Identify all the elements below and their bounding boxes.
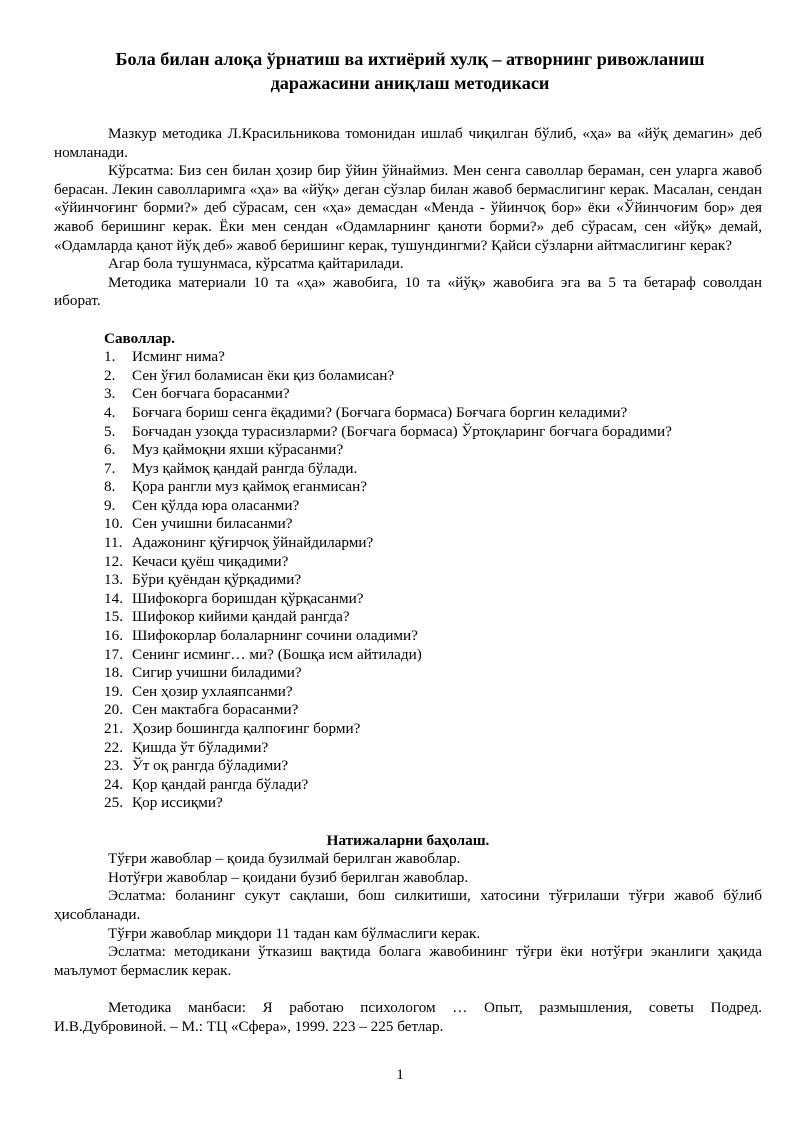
question-number: 8. xyxy=(104,478,116,496)
question-item xyxy=(104,553,762,572)
question-text: Сен мактабга борасанми? xyxy=(132,701,299,719)
question-text: Сигир учишни биладими? xyxy=(132,664,302,682)
questions-list xyxy=(104,348,762,813)
question-item xyxy=(104,776,762,795)
question-text: Ўт оқ рангда бўладими? xyxy=(132,757,289,775)
question-text: Сен ўғил боламисан ёки қиз боламисан? xyxy=(132,366,395,384)
question-text: Шифокорлар болаларнинг сочини оладими? xyxy=(132,627,418,645)
intro-paragraph-4: Методика материали 10 та «ҳа» жавобига, 10 та «йўқ» жавобига эга ва 5 та бетараф соволдан иборат. xyxy=(54,273,762,310)
question-number: 22. xyxy=(104,738,123,756)
question-item xyxy=(104,701,762,720)
results-paragraph-2: Нотўғри жавоблар – қоидани бузиб берилган жавоблар. xyxy=(108,868,469,886)
question-item xyxy=(104,441,762,460)
question-number: 7. xyxy=(104,459,116,477)
question-number: 13. xyxy=(104,571,123,589)
question-number: 11. xyxy=(104,534,123,552)
question-text: Қишда ўт бўладими? xyxy=(132,738,269,756)
question-text: Бўри қуёндан қўрқадими? xyxy=(132,571,302,589)
question-item xyxy=(104,664,762,683)
question-number: 17. xyxy=(104,645,123,663)
question-number: 5. xyxy=(104,422,116,440)
page-number: 1 xyxy=(396,1066,404,1083)
question-text: Исминг нима? xyxy=(132,348,225,366)
question-item xyxy=(104,608,762,627)
results-note-1: Эслатма: боланинг сукут сақлаши, бош силкитиши, хатосини тўғрилаши тўғри жавоб бўлиб ҳисобланади. xyxy=(54,887,762,923)
question-item xyxy=(104,794,762,813)
spacer xyxy=(104,813,762,832)
question-text: Шифокорга боришдан қўрқасанми? xyxy=(132,589,364,607)
question-number: 16. xyxy=(104,627,123,645)
question-text: Адажонинг қўғирчоқ ўйнайдиларми? xyxy=(132,534,374,552)
question-number: 2. xyxy=(104,366,116,384)
question-text: Сен ҳозир ухлаяпсанми? xyxy=(132,682,293,700)
question-number: 18. xyxy=(104,664,123,682)
question-text: Муз қаймоқ қандай рангда бўлади. xyxy=(132,459,358,477)
question-item xyxy=(104,534,762,553)
results-heading: Натижаларни баҳолаш. xyxy=(326,831,490,849)
question-item xyxy=(104,423,762,442)
question-item xyxy=(104,367,762,386)
spacer xyxy=(104,980,762,999)
question-text: Сен қўлда юра оласанми? xyxy=(132,496,300,514)
question-number: 4. xyxy=(104,403,116,421)
question-text: Боғчага бориш сенга ёқадими? (Боғчага бормаса) Боғчага боргин келадими? xyxy=(132,403,628,421)
question-number: 14. xyxy=(104,589,123,607)
question-text: Сенинг исминг… ми? (Бошқа исм айтилади) xyxy=(132,645,422,663)
intro-paragraph-1: Мазкур методика Л.Красильникова томонидан ишлаб чиқилган бўлиб, «ҳа» ва «йўқ демагин» деб номланади. xyxy=(54,125,762,161)
title-line-1: Бола билан алоқа ўрнатиш ва ихтиёрий хулқ – атворнинг ривожланиш xyxy=(115,49,705,69)
results-note-2: Эслатма: методикани ўтказиш вақтида болага жавобининг тўғри ёки нотўғри эканлиги ҳақида маълумот бермаслик керак. xyxy=(54,943,762,979)
question-item xyxy=(104,627,762,646)
questions-heading: Саволлар. xyxy=(104,329,175,347)
question-number: 25. xyxy=(104,794,123,812)
question-number: 1. xyxy=(104,348,116,366)
question-number: 24. xyxy=(104,775,123,793)
question-item xyxy=(104,515,762,534)
source-reference: Методика манбаси: Я работаю психологом … Опыт, размышления, советы Подред. И.В.Дубровиной. – М.: ТЦ «Сфера», 1999. 223 – 225 бетлар. xyxy=(54,998,762,1035)
question-number: 3. xyxy=(104,385,116,403)
question-text: Кечаси қуёш чиқадими? xyxy=(132,552,289,570)
questions-section xyxy=(104,330,762,813)
question-number: 15. xyxy=(104,608,123,626)
question-text: Шифокор кийими қандай рангда? xyxy=(132,608,350,626)
question-number: 12. xyxy=(104,552,123,570)
question-text: Сен учишни биласанми? xyxy=(132,515,293,533)
question-item xyxy=(104,404,762,423)
title-line-2: даражасини аниқлаш методикаси xyxy=(270,73,550,93)
intro-paragraph-3: Агар бола тушунмаса, кўрсатма қайтарилади. xyxy=(108,255,404,273)
question-number: 21. xyxy=(104,720,123,737)
question-number: 23. xyxy=(104,757,123,775)
question-number: 9. xyxy=(104,496,116,514)
question-item xyxy=(104,590,762,609)
question-text: Қора рангли муз қаймоқ еганмисан? xyxy=(132,478,368,496)
question-item xyxy=(104,348,762,367)
results-section xyxy=(54,831,762,981)
question-item xyxy=(104,460,762,479)
question-text: Ҳозир бошингда қалпоғинг борми? xyxy=(132,720,361,737)
question-item xyxy=(104,497,762,516)
question-item xyxy=(104,683,762,702)
results-paragraph-4: Тўғри жавоблар миқдори 11 тадан кам бўлмаслиги керак. xyxy=(108,924,481,942)
question-number: 20. xyxy=(104,701,123,719)
question-item xyxy=(104,646,762,665)
document-title xyxy=(54,47,766,95)
spacer xyxy=(104,311,762,330)
intro-section xyxy=(54,125,762,311)
question-item xyxy=(104,571,762,590)
question-text: Сен боғчага борасанми? xyxy=(132,385,290,403)
instruction-paragraph: Кўрсатма: Биз сен билан ҳозир бир ўйин ўйнаймиз. Мен сенга саволлар бераман, сен уларга жавоб берасан. Лекин саволларимга «ҳа» ва «йўқ» деган сўзлар билан жавоб бермаслигинг керак. Масалан, сендан «ўйинчоғинг борми?» деб сўрасам, сен «ҳа» демасдан «Менда - ўйинчоқ бор» ёки «Ўйинчоғим бор» дея жавоб беришинг керак. Ёки мен сендан «Одамларнинг қаноти борми?» деб сўрасам, сен «йўқ» демай, «Одамларда қанот йўқ деб» жавоб беришинг керак, тушундингми? Қайси сўзларни айтмаслигинг керак? xyxy=(54,162,762,254)
question-item xyxy=(104,385,762,404)
question-item xyxy=(104,720,762,739)
question-item xyxy=(104,478,762,497)
results-paragraph-1: Тўғри жавоблар – қоида бузилмай берилган жавоблар. xyxy=(108,850,461,868)
question-text: Қор иссиқми? xyxy=(132,794,223,812)
question-text: Қор қандай рангда бўлади? xyxy=(132,775,309,793)
question-number: 10. xyxy=(104,515,123,533)
question-number: 19. xyxy=(104,682,123,700)
question-number: 6. xyxy=(104,441,116,459)
question-text: Муз қаймоқни яхши кўрасанми? xyxy=(132,441,344,459)
question-text: Боғчадан узоқда турасизларми? (Боғчага бормаса) Ўртоқларинг боғчага борадими? xyxy=(132,422,672,440)
question-item xyxy=(104,757,762,776)
question-item xyxy=(104,739,762,758)
